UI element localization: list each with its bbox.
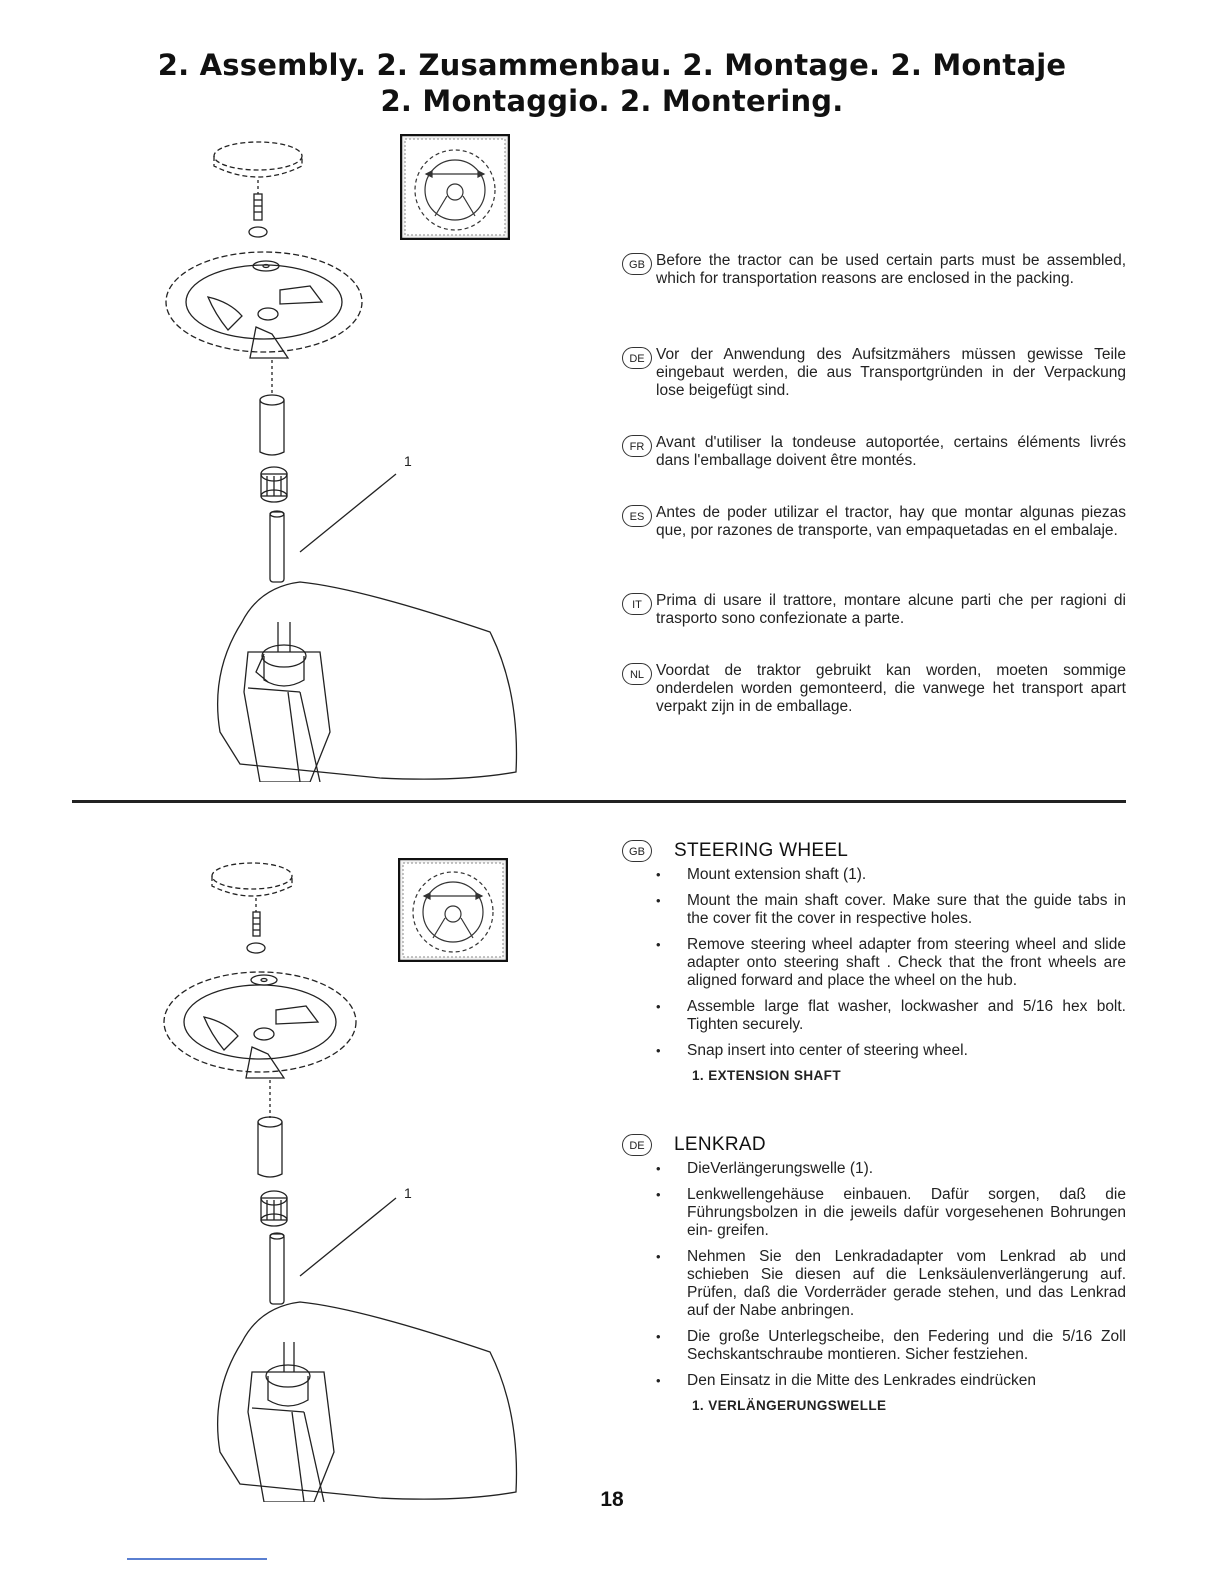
step-text: DieVerlängerungswelle (1). — [687, 1160, 874, 1177]
bullet-icon: • — [656, 867, 661, 882]
step-text: Mount extension shaft (1). — [687, 866, 867, 883]
step-item — [622, 1186, 1126, 1240]
intro-es — [622, 504, 1126, 540]
step-item — [622, 866, 1126, 884]
section-lenkrad — [622, 1134, 1126, 1413]
lang-badge-de: DE — [622, 347, 652, 369]
bullet-icon: • — [656, 1187, 661, 1202]
step-item — [622, 1160, 1126, 1178]
lang-badge-fr: FR — [622, 435, 652, 457]
step-item — [622, 936, 1126, 990]
intro-text-it: Prima di usare il trattore, montare alcune parti che per ragioni di trasporto sono confezionate a parte. — [656, 592, 1126, 627]
step-item — [622, 1328, 1126, 1364]
step-text: Den Einsatz in die Mitte des Lenkrades eindrücken — [687, 1372, 1036, 1389]
lang-badge-gb: GB — [622, 253, 652, 275]
bullet-icon: • — [656, 937, 661, 952]
steps-list-de — [622, 1160, 1126, 1390]
step-text: Mount the main shaft cover. Make sure that the guide tabs in the cover fit the cover in respective holes. — [687, 892, 1126, 927]
bullet-icon: • — [656, 1043, 661, 1058]
section-title-gb: STEERING WHEEL — [674, 840, 849, 861]
footer-rule — [127, 1558, 267, 1560]
section-header-de — [622, 1134, 1126, 1156]
step-text: Nehmen Sie den Lenkradadapter vom Lenkrad ab und schieben Sie diesen auf die Lenksäulenverlängerung auf. Prüfen, daß die Vorderräder gerade stehen, und das Lenkrad auf der Nabe anbringen. — [687, 1248, 1126, 1319]
step-text: Snap insert into center of steering wheel. — [687, 1042, 968, 1059]
step-item — [622, 892, 1126, 928]
intro-nl — [622, 662, 1126, 716]
intro-de — [622, 346, 1126, 400]
callout-label: 1 — [404, 453, 412, 469]
page-title-line-2: 2. Montaggio. 2. Montering. — [380, 84, 844, 118]
intro-fr — [622, 434, 1126, 470]
steering-wheel-inset-icon-bottom — [398, 858, 508, 962]
bullet-icon: • — [656, 1161, 661, 1176]
lang-badge-nl: NL — [622, 663, 652, 685]
section-divider — [72, 800, 1126, 803]
bullet-icon: • — [656, 1329, 661, 1344]
bullet-icon: • — [656, 893, 661, 908]
intro-it — [622, 592, 1126, 628]
step-item — [622, 998, 1126, 1034]
bullet-icon: • — [656, 999, 661, 1014]
step-item — [622, 1248, 1126, 1320]
legend-de: 1. VERLÄNGERUNGSWELLE — [692, 1398, 887, 1413]
step-text: Remove steering wheel adapter from steering wheel and slide adapter onto steering shaft . Check that the front wheels are aligned forward and place the wheel on the hub. — [687, 936, 1126, 989]
intro-gb — [622, 252, 1126, 288]
lang-badge-it: IT — [622, 593, 652, 615]
section-header-gb — [622, 840, 1126, 862]
step-text: Lenkwellengehäuse einbauen. Dafür sorgen, daß die Führungsbolzen in die jeweils dafür vorgesehenen Bohrungen ein- greifen. — [687, 1186, 1126, 1239]
page-number: 18 — [600, 1488, 624, 1511]
page-title-line-1: 2. Assembly. 2. Zusammenbau. 2. Montage. 2. Montaje — [157, 48, 1067, 82]
intro-text-fr: Avant d'utiliser la tondeuse autoportée, certains éléments livrés dans l'emballage doivent être montés. — [656, 434, 1126, 469]
section-title-de: LENKRAD — [674, 1134, 766, 1155]
steps-list-gb — [622, 866, 1126, 1060]
callout-label-2: 1 — [404, 1185, 412, 1201]
step-item — [622, 1042, 1126, 1060]
step-text: Assemble large flat washer, lockwasher and 5/16 hex bolt. Tighten securely. — [687, 998, 1126, 1033]
step-item — [622, 1372, 1126, 1390]
intro-text-de: Vor der Anwendung des Aufsitzmähers müssen gewisse Teile eingebaut werden, die aus Transportgründen in der Verpackung lose beigefügt sind. — [656, 346, 1126, 399]
intro-text-gb: Before the tractor can be used certain parts must be assembled, which for transportation reasons are enclosed in the packing. — [656, 252, 1126, 287]
bullet-icon: • — [656, 1373, 661, 1388]
step-text: Die große Unterlegscheibe, den Federing und die 5/16 Zoll Sechskantschraube montieren. Sicher festziehen. — [687, 1328, 1126, 1363]
legend-gb: 1. EXTENSION SHAFT — [692, 1068, 841, 1083]
lang-badge-es: ES — [622, 505, 652, 527]
lang-badge-gb-2: GB — [622, 840, 652, 862]
bullet-icon: • — [656, 1249, 661, 1264]
intro-text-nl: Voordat de traktor gebruikt kan worden, moeten sommige onderdelen worden gemonteerd, die vanwege het transport apart verpakt zijn in de emballage. — [656, 662, 1126, 715]
steering-wheel-inset-icon-top — [400, 134, 510, 240]
section-steering-wheel — [622, 840, 1126, 1083]
intro-text-es: Antes de poder utilizar el tractor, hay que montar algunas piezas que, por razones de transporte, van empaquetadas en el embalaje. — [656, 504, 1126, 539]
lang-badge-de-2: DE — [622, 1134, 652, 1156]
